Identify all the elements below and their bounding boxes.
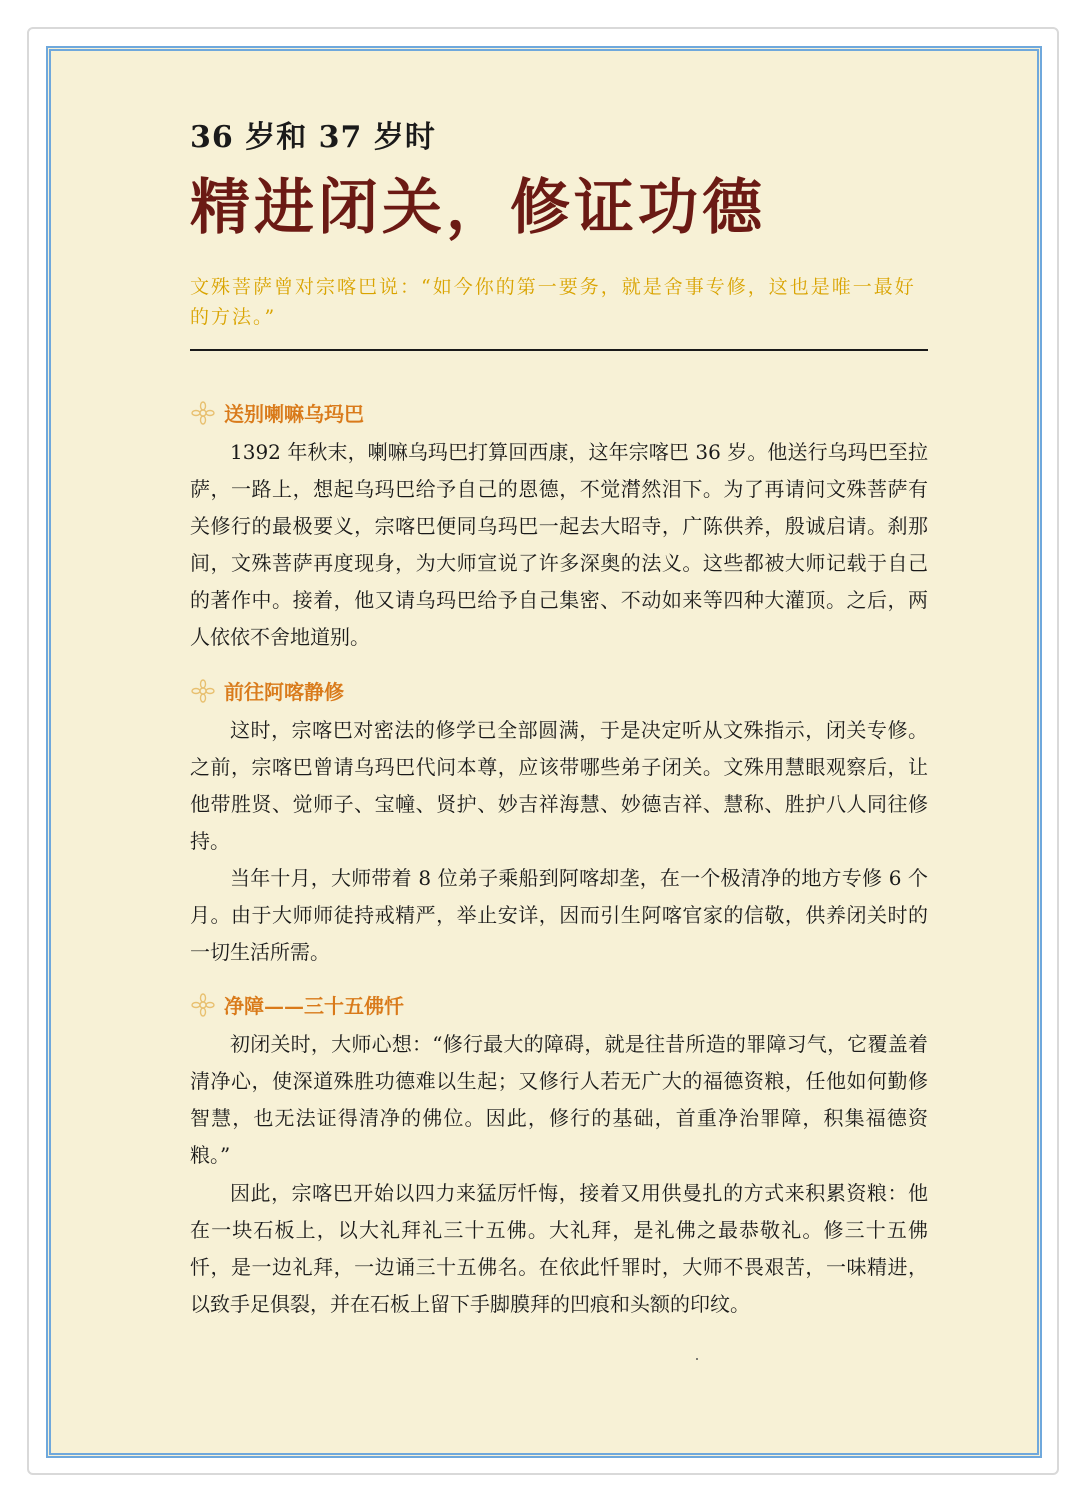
- page-mark: [696, 1358, 698, 1360]
- body-paragraph: 这时，宗喀巴对密法的修学已全部圆满，于是决定听从文殊指示，闭关专修。之前，宗喀巴曾请乌玛巴代问本尊，应该带哪些弟子闭关。文殊用慧眼观察后，让他带胜贤、觉师子、宝幢、贤护、妙吉祥海慧、妙德吉祥、慧称、胜护八人同往修持。: [190, 718, 928, 853]
- body-paragraph: 当年十月，大师带着 8 位弟子乘船到阿喀却垄，在一个极清净的地方专修 6 个月。由于大师师徒持戒精严，举止安详，因而引生阿喀官家的信敬，供养闭关时的一切生活所需。: [190, 866, 928, 964]
- section-heading-label: 前往阿喀静修: [224, 680, 344, 704]
- section-heading: [190, 398, 364, 427]
- section-heading-label: 净障——三十五佛忏: [224, 994, 404, 1018]
- section-heading-label: 送别喇嘛乌玛巴: [224, 402, 364, 426]
- page-subtitle: 36 岁和 37 岁时: [190, 120, 436, 155]
- epigraph-quote: 文殊菩萨曾对宗喀巴说：“如今你的第一要务，就是舍事专修，这也是唯一最好的方法。”: [190, 276, 916, 328]
- section-heading: [190, 990, 404, 1019]
- page-title: 精进闭关，修证功德: [190, 173, 766, 243]
- lotus-flower-icon: [190, 400, 216, 426]
- lotus-flower-icon: [190, 992, 216, 1018]
- body-paragraph: 1392 年秋末，喇嘛乌玛巴打算回西康，这年宗喀巴 36 岁。他送行乌玛巴至拉萨，一路上，想起乌玛巴给予自己的恩德，不觉潸然泪下。为了再请问文殊菩萨有关修行的最极要义，宗喀巴便同乌玛巴一起去大昭寺，广陈供养，殷诚启请。刹那间，文殊菩萨再度现身，为大师宣说了许多深奥的法义。这些都被大师记载于自己的著作中。接着，他又请乌玛巴给予自己集密、不动如来等四种大灌顶。之后，两人依依不舍地道别。: [190, 440, 928, 649]
- section-heading: [190, 676, 344, 705]
- lotus-flower-icon: [190, 678, 216, 704]
- body-paragraph: 因此，宗喀巴开始以四力来猛厉忏悔，接着又用供曼扎的方式来积累资粮：他在一块石板上，以大礼拜礼三十五佛。大礼拜，是礼佛之最恭敬礼。修三十五佛忏，是一边礼拜，一边诵三十五佛名。在依此忏罪时，大师不畏艰苦，一味精进，以致手足俱裂，并在石板上留下手脚膜拜的凹痕和头额的印纹。: [190, 1181, 928, 1316]
- divider: [190, 349, 928, 351]
- body-paragraph: 初闭关时，大师心想：“修行最大的障碍，就是往昔所造的罪障习气，它覆盖着清净心，使深道殊胜功德难以生起；又修行人若无广大的福德资粮，任他如何勤修智慧，也无法证得清净的佛位。因此，修行的基础，首重净治罪障，积集福德资粮。”: [190, 1032, 928, 1167]
